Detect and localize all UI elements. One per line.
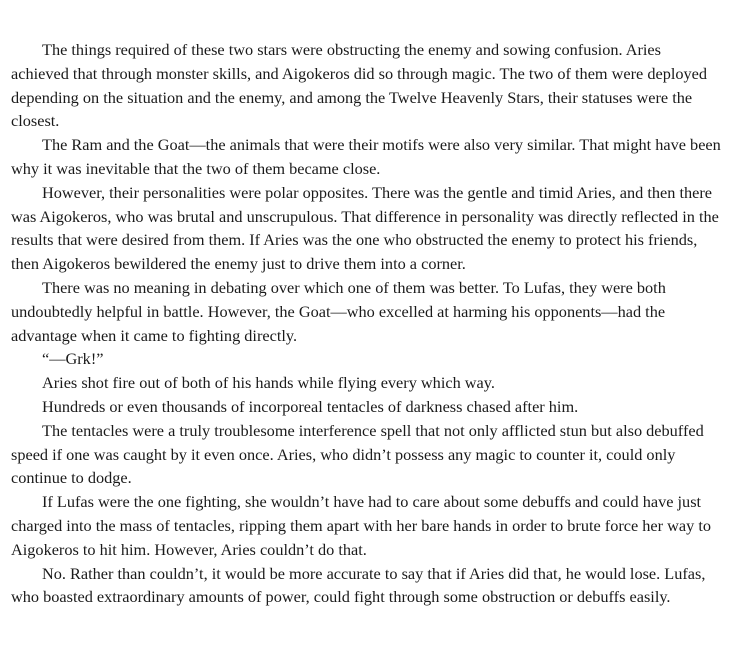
paragraph: There was no meaning in debating over which one of them was better. To Lufas, they were both undoubtedly helpful in battle. However, the Goat—who excelled at harming his opponents—had the advantage when it came to fighting directly. xyxy=(11,277,666,345)
paragraph: The things required of these two stars were obstructing the enemy and sowing confusion. Aries achieved that through monster skills, and Aigokeros did so through magic. The two of them were deployed depending on the situation and the enemy, and among the Twelve Heavenly Stars, their statuses were the closest. xyxy=(11,40,708,131)
paragraph: However, their personalities were polar opposites. There was the gentle and timid Aries, and then there was Aigokeros, who was brutal and unscrupulous. That difference in personality was directly reflected in the results that were desired from them. If Aries was the one who obstructed the enemy to protect his friends, then Aigokeros bewildered the enemy just to drive them into a corner. xyxy=(11,182,719,274)
paragraph: The tentacles were a truly troublesome interference spell that not only afflicted stun but also debuffed speed if one was caught by it even once. Aries, who didn’t possess any magic to counter it, could only continue to dodge. xyxy=(11,420,704,488)
paragraph: Aries shot fire out of both of his hands while flying every which way. xyxy=(42,373,495,393)
paragraph: The Ram and the Goat—the animals that were their motifs were also very similar. That might have been why it was inevitable that the two of them became close. xyxy=(11,135,721,178)
paragraph: No. Rather than couldn’t, it would be more accurate to say that if Aries did that, he would lose. Lufas, who boasted extraordinary amounts of power, could fight through some obstruction or debuffs easily. xyxy=(11,563,706,607)
dialogue-line: “—Grk!” xyxy=(42,349,104,369)
paragraph: Hundreds or even thousands of incorporeal tentacles of darkness chased after him. xyxy=(42,396,579,416)
paragraph: If Lufas were the one fighting, she wouldn’t have had to care about some debuffs and could have just charged into the mass of tentacles, ripping them apart with her bare hands in order to brute force her way to Aigokeros to hit him. However, Aries couldn’t do that. xyxy=(11,492,712,559)
